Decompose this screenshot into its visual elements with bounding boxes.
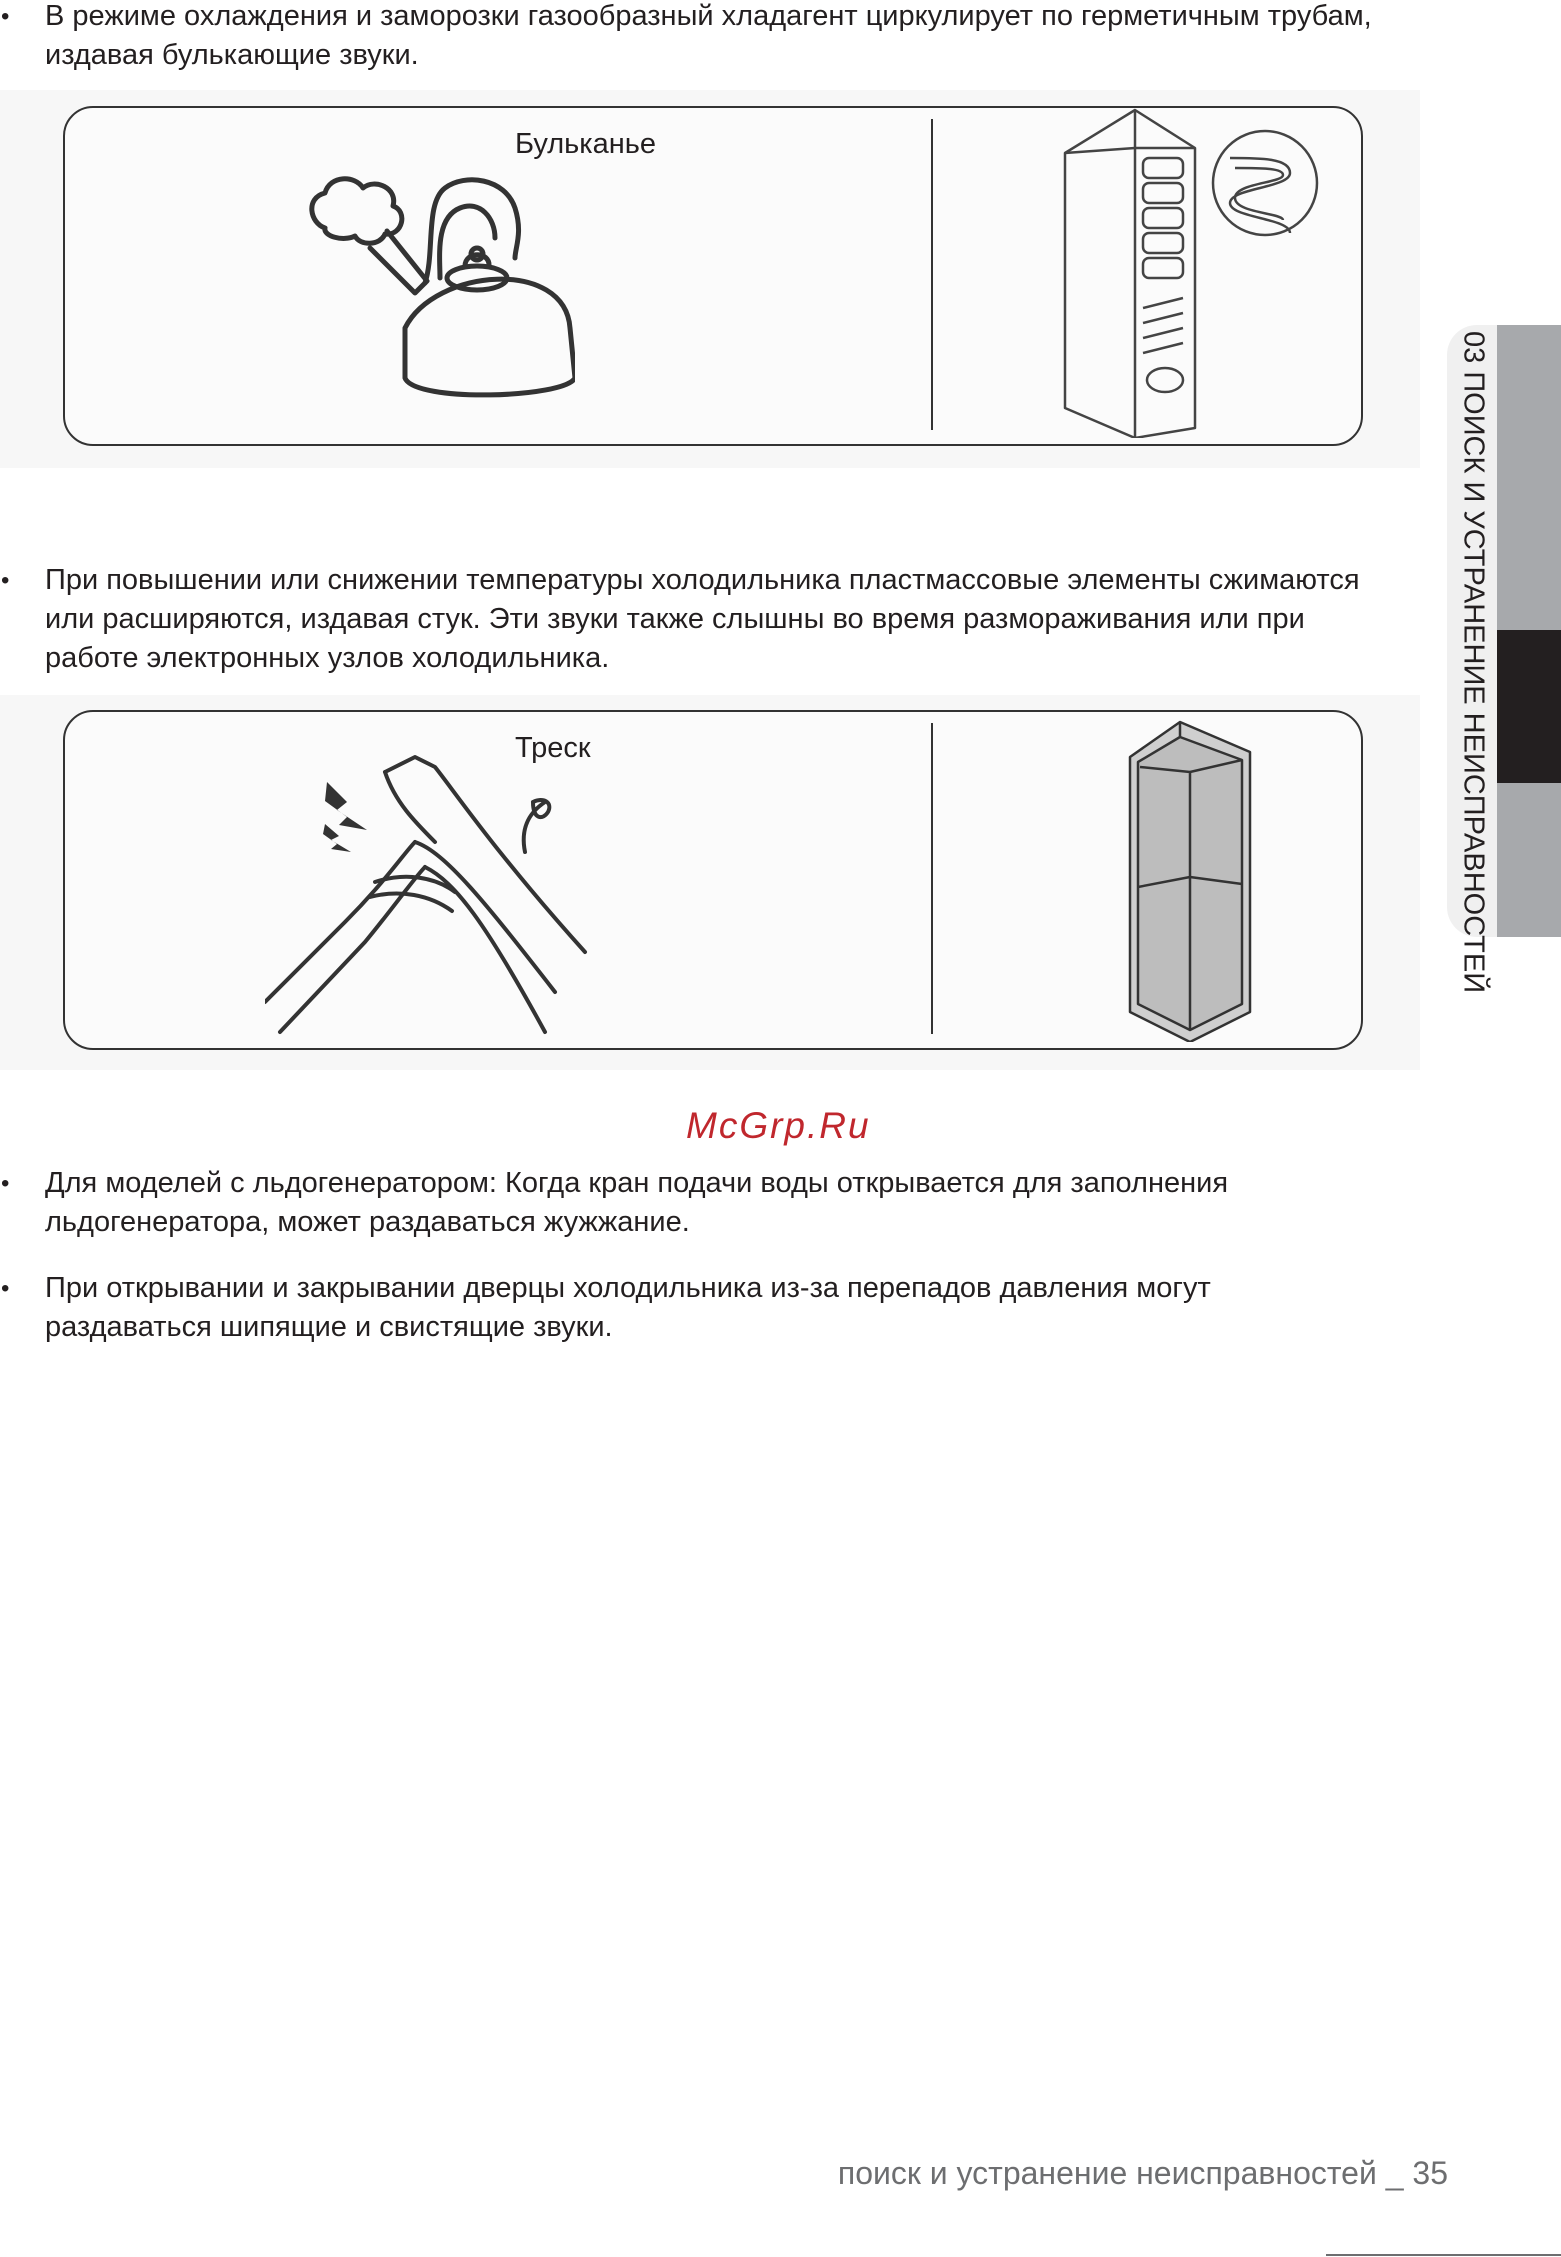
figure-caption: Бульканье [515, 128, 656, 160]
paragraph-refrigerant [1, 0, 1385, 75]
bullet: • [1, 3, 10, 30]
paragraph-text: В режиме охлаждения и заморозки газообразный хладагент циркулирует по герметичным трубам, издавая булькающие звуки. [45, 0, 1372, 71]
side-bar-segment-active [1497, 630, 1561, 783]
paragraph-door [1, 1269, 1385, 1347]
paragraph-plastic [1, 561, 1385, 678]
bullet: • [1, 567, 10, 594]
paragraph-icemaker [1, 1164, 1385, 1242]
bullet: • [1, 1275, 10, 1302]
page-footer: поиск и устранение неисправностей _ 35 [837, 2155, 1448, 2191]
watermark: McGrp.Ru [686, 1105, 871, 1146]
fridge-interior-illustration [1120, 712, 1270, 1042]
side-bar-segment [1497, 325, 1561, 630]
paragraph-text: Для моделей с льдогенератором: Когда кран подачи воды открывается для заполнения льдогенератора, может раздаваться жужжание. [45, 1167, 1229, 1238]
figure-divider [931, 723, 933, 1034]
footer-rule [1326, 2254, 1561, 2256]
kettle-illustration [295, 168, 575, 428]
figure-caption: Треск [515, 732, 591, 764]
figure-crack [63, 710, 1363, 1050]
fridge-coils-illustration [1055, 108, 1325, 438]
paragraph-text: При повышении или снижении температуры холодильника пластмассовые элементы сжимаются или расширяются, издавая стук. Эти звуки также слышны во время размораживания или при работе электронных узлов холодильника. [45, 564, 1360, 674]
chapter-side-label: 03 ПОИСК И УСТРАНЕНИЕ НЕИСПРАВНОСТЕЙ [1457, 331, 1490, 994]
side-bar-segment [1497, 783, 1561, 937]
bullet: • [1, 1170, 10, 1197]
branch-crack-illustration [265, 732, 605, 1042]
figure-divider [931, 119, 933, 430]
paragraph-text: При открывании и закрывании дверцы холодильника из-за перепадов давления могут раздаваться шипящие и свистящие звуки. [45, 1272, 1211, 1343]
figure-bubbling [63, 106, 1363, 446]
